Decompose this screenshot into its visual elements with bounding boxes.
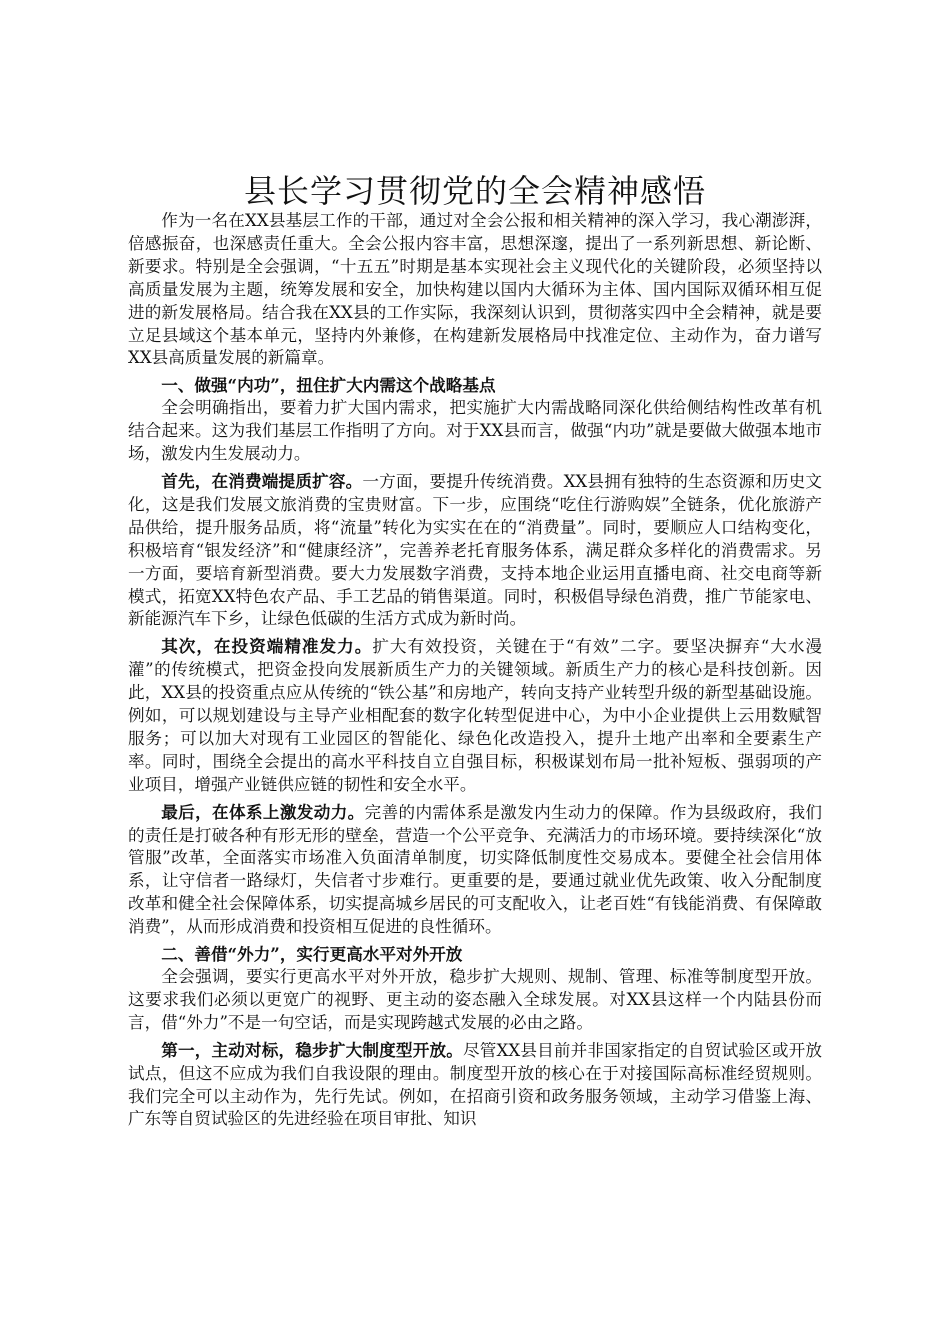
- section-2-heading: 二、善借“外力”，实行更高水平对外开放: [161, 944, 463, 965]
- document-title: 县长学习贯彻党的全会精神感悟: [243, 172, 706, 210]
- section-2-intro: 全会强调，要实行更高水平对外开放，稳步扩大规则、规制、管理、标准等制度型开放。这要求我们必须以更宽广的视野、更主动的姿态融入全球发展。对XX县这样一个内陆县份而言，借“外力”不是一句空话，而是实现跨越式发展的必由之路。: [128, 967, 822, 1032]
- section-1-paragraph-3: [128, 801, 822, 939]
- paragraph-body: 完善的内需体系是激发内生动力的保障。作为县级政府，我们的责任是打破各种有形无形的壁垒，营造一个公平竞争、充满活力的市场环境。要持续深化“放管服”改革，全面落实市场准入负面清单制度，切实降低制度性交易成本。要健全社会信用体系，让守信者一路绿灯，失信者寸步难行。更重要的是，要通过就业优先政策、收入分配制度改革和健全社会保障体系，切实提高城乡居民的可支配收入，让老百姓“有钱能消费、有保障敢消费”，从而形成消费和投资相互促进的良性循环。: [128, 802, 822, 937]
- intro-paragraph: 作为一名在XX县基层工作的干部，通过对全会公报和相关精神的深入学习，我心潮澎湃，倍感振奋，也深感责任重大。全会公报内容丰富，思想深邃，提出了一系列新思想、新论断、新要求。特别是全会强调，“十五五”时期是基本实现社会主义现代化的关键阶段，必须坚持以高质量发展为主题，统筹发展和安全，加快构建以国内大循环为主体、国内国际双循环相互促进的新发展格局。结合我在XX县的工作实际，我深刻认识到，贯彻落实四中全会精神，就是要立足县域这个基本单元，坚持内外兼修，在构建新发展格局中找准定位、主动作为，奋力谱写XX县高质量发展的新篇章。: [128, 211, 822, 368]
- paragraph-lead: 首先，在消费端提质扩容。: [161, 470, 363, 491]
- paragraph-body: 一方面，要提升传统消费。XX县拥有独特的生态资源和历史文化，这是我们发展文旅消费的宝贵财富。下一步，应围绕“吃住行游购娱”全链条，优化旅游产品供给，提升服务品质，将“流量”转化为实实在在的“消费量”。同时，要顺应人口结构变化，积极培育“银发经济”和“健康经济”，完善养老托育服务体系，满足群众多样化的消费需求。另一方面，要培育新型消费。要大力发展数字消费，支持本地企业运用直播电商、社交电商等新模式，拓宽XX特色农产品、手工艺品的销售渠道。同时，积极倡导绿色消费，推广节能家电、新能源汽车下乡，让绿色低碳的生活方式成为新时尚。: [128, 471, 822, 629]
- paragraph-body: 扩大有效投资，关键在于“有效”二字。要坚决摒弃“大水漫灌”的传统模式，把资金投向发展新质生产力的关键领域。新质生产力的核心是科技创新。因此，XX县的投资重点应从传统的“铁公基”和房地产，转向支持产业转型升级的新型基础设施。例如，可以规划建设与主导产业相配套的数字化转型促进中心，为中小企业提供上云用数赋智服务；可以加大对现有工业园区的智能化、绿色化改造投入，提升土地产出率和全要素生产率。同时，围绕全会提出的高水平科技自立自强目标，积极谋划布局一批补短板、强弱项的产业项目，增强产业链供应链的韧性和安全水平。: [128, 637, 822, 794]
- paragraph-lead: 最后，在体系上激发动力。: [161, 801, 365, 822]
- section-1-paragraph-1: [128, 470, 822, 631]
- paragraph-body: 尽管XX县目前并非国家指定的自贸试验区或开放试点，但这不应成为我们自我设限的理由。制度型开放的核心在于对接国际高标准经贸规则。我们完全可以主动作为，先行先试。例如，在招商引资和政务服务领域，主动学习借鉴上海、广东等自贸试验区的先进经验在项目审批、知识: [128, 1040, 822, 1129]
- section-1-intro: 全会明确指出，要着力扩大国内需求，把实施扩大内需战略同深化供给侧结构性改革有机结合起来。这为我们基层工作指明了方向。对于XX县而言，做强“内功”就是要做大做强本地市场，激发内生发展动力。: [128, 398, 822, 464]
- section-1-heading: 一、做强“内功”，扭住扩大内需这个战略基点: [161, 375, 496, 396]
- section-2-paragraph-1: [128, 1039, 822, 1132]
- paragraph-lead: 第一，主动对标，稳步扩大制度型开放。: [161, 1039, 464, 1060]
- section-1-paragraph-2: [128, 635, 822, 796]
- paragraph-lead: 其次，在投资端精准发力。: [161, 636, 373, 657]
- document-page: [128, 172, 822, 1131]
